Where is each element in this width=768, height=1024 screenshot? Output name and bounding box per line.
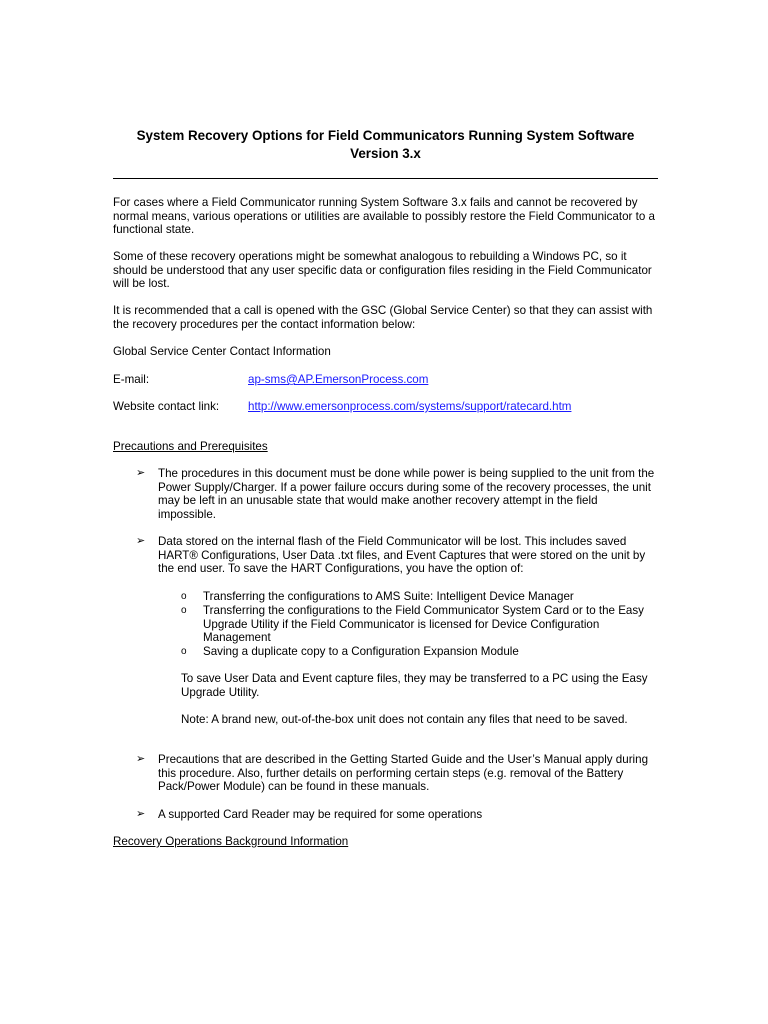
document-title: System Recovery Options for Field Communicators Running System Software Version 3.x [136, 128, 635, 161]
intro-paragraph-3: It is recommended that a call is opened with the GSC (Global Service Center) so that they can assist with the recovery procedures per the contact information below: [113, 304, 653, 331]
precaution-item-2: Data stored on the internal flash of the Field Communicator will be lost. This includes saved HART® Configurations, User Data .txt files, and Event Captures that were stored on the unit by the end user. To save the HART Configurations, you have the option of: [158, 535, 646, 576]
sub-item-3: Saving a duplicate copy to a Configuration Expansion Module [203, 645, 519, 658]
contact-heading: Global Service Center Contact Information [113, 345, 331, 358]
sub-bullet-icon: o [181, 646, 187, 657]
sub-item-1: Transferring the configurations to AMS Suite: Intelligent Device Manager [203, 590, 574, 603]
bullet-arrow-icon: ➢ [136, 535, 146, 547]
intro-paragraph-1: For cases where a Field Communicator running System Software 3.x fails and cannot be recovered by normal means, various operations or utilities are available to possibly restore the Field Communicator to a functional state. [113, 196, 655, 237]
sub-item-2: Transferring the configurations to the Field Communicator System Card or to the Easy Upgrade Utility if the Field Communicator is licensed for Device Configuration Management [203, 604, 644, 645]
background-heading: Recovery Operations Background Information [113, 835, 349, 848]
precaution-item-1: The procedures in this document must be done while power is being supplied to the unit from the Power Supply/Charger. If a power failure occurs during some of the recovery processes, the unit may be left in an unusable state that would make another recovery attempt in the field impossible. [158, 467, 655, 521]
sub-bullet-icon: o [181, 591, 187, 602]
precautions-heading: Precautions and Prerequisites [113, 440, 268, 453]
bullet-arrow-icon: ➢ [136, 808, 146, 820]
bullet-arrow-icon: ➢ [136, 467, 146, 479]
email-label: E-mail: [113, 373, 150, 386]
title-divider [113, 178, 658, 179]
intro-paragraph-2: Some of these recovery operations might be somewhat analogous to rebuilding a Windows PC, so it should be understood that any user specific data or configuration files residing in the Field Communicator will be lost. [113, 250, 652, 291]
follow-up-note: Note: A brand new, out-of-the-box unit does not contain any files that need to be saved. [181, 713, 628, 726]
sub-bullet-icon: o [181, 605, 187, 616]
follow-up-paragraph-1: To save User Data and Event capture files, they may be transferred to a PC using the Easy Upgrade Utility. [181, 672, 648, 699]
website-label: Website contact link: [113, 400, 220, 413]
bullet-arrow-icon: ➢ [136, 753, 146, 765]
website-link[interactable]: http://www.emersonprocess.com/systems/support/ratecard.htm [248, 400, 572, 413]
precaution-item-3: Precautions that are described in the Getting Started Guide and the User’s Manual apply during this procedure. Also, further details on performing certain steps (e.g. removal of the Battery Pack/Power Module) can be found in these manuals. [158, 753, 649, 794]
precaution-item-4: A supported Card Reader may be required for some operations [158, 808, 483, 821]
email-link[interactable]: ap-sms@AP.EmersonProcess.com [248, 373, 429, 386]
